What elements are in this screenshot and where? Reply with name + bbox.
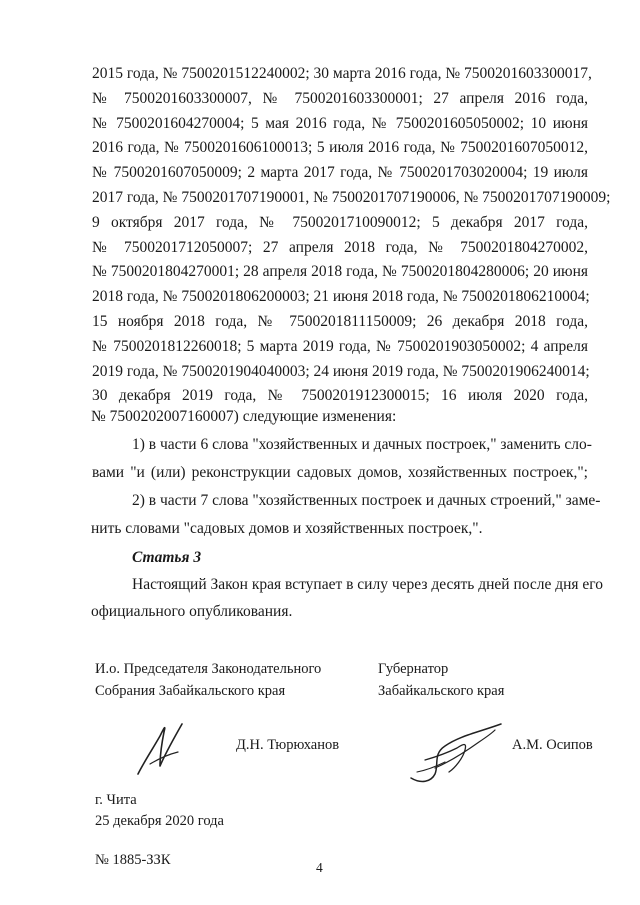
law-number: № 1885-ЗЗК: [95, 852, 171, 868]
article-3-title: Статья 3: [132, 549, 202, 566]
text-line: 2016 года, № 7500201606100013; 5 июля 2016 года, № 7500201607050012,: [92, 139, 588, 157]
text-line: № 7500201604270004; 5 мая 2016 года, № 7500201605050002; 10 июня: [92, 114, 588, 132]
article-3-line-1: Настоящий Закон края вступает в силу через десять дней после дня его: [132, 576, 604, 593]
city: г. Чита: [95, 792, 137, 808]
amendment-item-1-line-1: 1) в части 6 слова "хозяйственных и дачных построек," заменить сло-: [132, 436, 592, 453]
page-number: 4: [316, 860, 323, 875]
left-signatory-name: Д.Н. Тюрюханов: [236, 737, 340, 753]
text-line: 9 октября 2017 года, № 7500201710090012; 5 декабря 2017 года,: [92, 213, 588, 231]
amendment-item-1-line-2: вами "и (или) реконструкции садовых домов, хозяйственных построек,";: [92, 464, 588, 481]
text-line: 2017 года, № 7500201707190001, № 7500201707190006, № 7500201707190009;: [92, 189, 611, 206]
text-line: 2015 года, № 7500201512240002; 30 марта 2016 года, № 7500201603300017,: [92, 65, 592, 82]
left-handwritten-signature: [130, 712, 200, 782]
text-line: № 7500201607050009; 2 марта 2017 года, № 7500201703020004; 19 июля: [92, 164, 588, 182]
text-line-last: № 7500202007160007) следующие изменения:: [91, 408, 397, 425]
left-signatory-title-2: Собрания Забайкальского края: [95, 683, 286, 699]
text-line: № 7500201812260018; 5 марта 2019 года, № 7500201903050002; 4 апреля: [92, 337, 588, 355]
right-handwritten-signature: [405, 712, 510, 792]
right-signatory-title-1: Губернатор: [378, 661, 449, 677]
right-signatory-title-2: Забайкальского края: [378, 683, 505, 699]
text-line: № 7500201804270001; 28 апреля 2018 года, № 7500201804280006; 20 июня: [92, 263, 588, 281]
amendment-item-2-line-2: нить словами "садовых домов и хозяйственных построек,".: [91, 520, 483, 537]
text-line: № 7500201712050007; 27 апреля 2018 года, № 7500201804270002,: [92, 238, 588, 256]
text-line: 15 ноября 2018 года, № 7500201811150009; 26 декабря 2018 года,: [92, 313, 588, 330]
text-line: 2019 года, № 7500201904040003; 24 июня 2019 года, № 7500201906240014;: [92, 362, 590, 380]
amendment-item-2-line-1: 2) в части 7 слова "хозяйственных построек и дачных строений," заме-: [132, 492, 601, 509]
text-line: 30 декабря 2019 года, № 7500201912300015; 16 июля 2020 года,: [92, 387, 588, 405]
text-line: 2018 года, № 7500201806200003; 21 июня 2018 года, № 7500201806210004;: [92, 288, 590, 306]
signing-date: 25 декабря 2020 года: [95, 813, 224, 829]
left-signatory-title-1: И.о. Председателя Законодательного: [95, 661, 322, 677]
text-line: № 7500201603300007, № 7500201603300001; 27 апреля 2016 года,: [92, 89, 588, 107]
article-3-line-2: официального опубликования.: [91, 603, 293, 620]
right-signatory-name: А.М. Осипов: [512, 737, 593, 753]
